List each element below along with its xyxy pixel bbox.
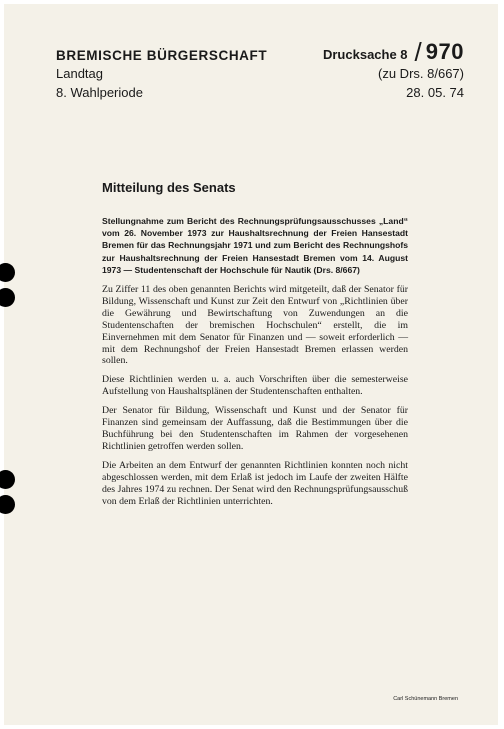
chamber-name: Landtag [56,66,103,81]
legislative-period: 8. Wahlperiode [56,85,143,100]
subject-text: Stellungnahme zum Bericht des Rechnungsprüfungsausschusses „Land“ vom 26. November 1973 zur Haushaltsrechnung der Freien Hansestadt Bremen für das Rechnungsjahr 1971 und zum Bericht des Rechnungshofs zur Haushaltsrechnung der Freien Hansestadt Bremen vom 14. August 1973 — Studentenschaft der Hochschule für Nautik (Drs. 8/667) [102,216,408,275]
document-date: 28. 05. 74 [406,85,464,100]
punch-hole-3 [0,470,15,489]
drucksache-number: 970 [425,39,464,64]
header-right [322,37,464,102]
printer-imprint: Carl Schünemann Bremen [393,696,458,702]
paragraph: Die Arbeiten an dem Entwurf der genannten Richtlinien konnten noch nicht abgeschlossen werden, mit dem Erlaß ist jedoch im Laufe der zweiten Hälfte des Jahres 1974 zu rechnen. Der Senat wird den Rechnungsprüfungsausschuß von dem Erlaß der Richtlinien unterrichten. [102,459,408,507]
reference: (zu Drs. 8/667) [378,66,464,81]
paragraph: Diese Richtlinien werden u. a. auch Vorschriften über die semesterweise Aufstellung von Haushaltsplänen der Studentenschaften enthalten. [102,374,408,398]
document-page [4,4,498,725]
paragraph: Zu Ziffer 11 des oben genannten Berichts wird mitgeteilt, daß der Senator für Bildung, Wissenschaft und Kunst zur Zeit den Entwurf von „Richtlinien über die Gewährung und Bewirtschaftung von Zuwendungen an die Studentenschaften der bremischen Hochschulen“ erstellt, die im Einvernehmen mit dem Senator für Finanzen und — soweit erforderlich — mit dem Rechnungshof der Freien Hansestadt Bremen erlassen werden sollen. [102,284,408,367]
punch-hole-4 [0,495,15,514]
punch-hole-1 [0,263,15,282]
drucksache-slash: / [414,37,422,67]
drucksache-label: Drucksache 8 [322,47,408,62]
org-name: BREMISCHE BÜRGERSCHAFT [56,48,268,63]
header-left [56,47,267,102]
punch-hole-2 [0,288,15,307]
paragraph: Der Senator für Bildung, Wissenschaft und Kunst und der Senator für Finanzen sind gemeinsam der Auffassung, daß die Bestimmungen über die Buchführung bei den Studentenschaften im Rahmen der vorgesehenen Richtlinien getroffen werden sollen. [102,405,408,452]
drucksache-row [322,37,464,67]
body-text [102,284,408,514]
document-title: Mitteilung des Senats [102,180,236,195]
